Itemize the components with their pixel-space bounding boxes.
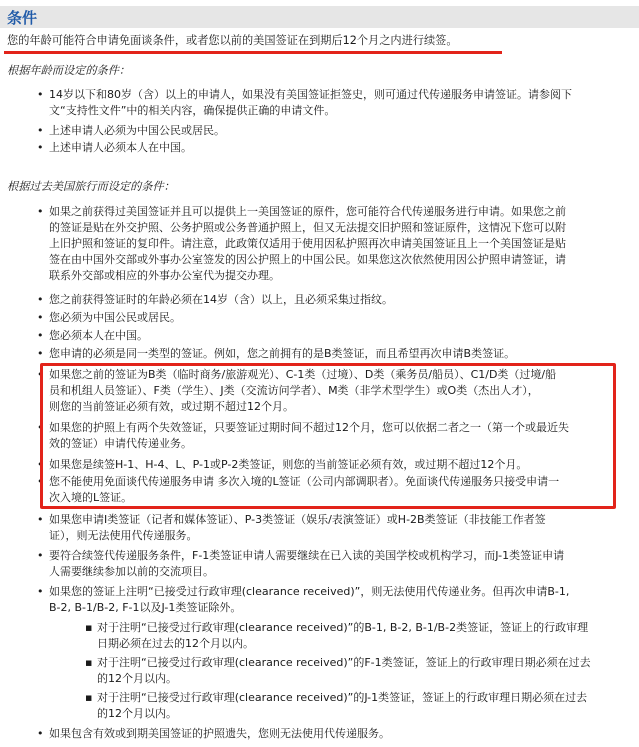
highlight-box [37,363,616,509]
list-item: • 您必须本人在中国。 [37,329,148,342]
list-item: • 如果包含有效或到期美国签证的护照遗失，您则无法使用代传递服务。 [37,727,390,740]
list-item: • 如果您的签证上注明“已接受过行政审理(clearance received)”，则无法使用代传递业务。但再次申请B-1, B-2, B-1/B-2, F-1以及J-1类签证除外。 [37,585,570,614]
list-item: • 上述申请人必须本人在中国。 [37,141,192,154]
list-item: • 14岁以下和80岁（含）以上的申请人，如果没有美国签证拒签史，则可通过代传递服务申请签证。请参阅下 文“支持性文件”中的相关内容，确保提供正确的申请文件。 [37,88,572,117]
list-item: • 如果您之前的签证为B类（临时商务/旅游观光）、C-1类（过境）、D类（乘务员/船员）、C1/D类（过境/船 员和机组人员签证）、F类（学生）、J类（交流访问学者）、M类（非学术型学生）或O类（杰出人才）， 则您的当前签证必须有效，或过期不超过12个月。 [37,368,557,413]
travel-section-heading: 根据过去美国旅行而设定的条件： [7,180,175,193]
sub-list-item: ▪ 对于注明“已接受过行政审理(clearance received)”的F-1类签证，签证上的行政审理日期必须在过去 的12个月以内。 [85,656,591,685]
list-item: • 要符合续签代传递服务条件，F-1类签证申请人需要继续在已入读的美国学校或机构学习，而J-1类签证申请 人需要继续参加以前的交流项目。 [37,549,565,578]
list-item: • 您必须为中国公民或居民。 [37,311,181,324]
list-item: • 上述申请人必须为中国公民或居民。 [37,124,225,137]
intro-text: 您的年龄可能符合申请免面谈条件，或者您以前的美国签证在到期后12个月之内进行续签。 [7,34,458,47]
age-section-heading: 根据年龄而设定的条件： [7,64,131,77]
list-item: • 您不能使用免面谈代传递服务申请 多次入境的L签证（公司内部调职者）。免面谈代传递服务只接受申请一 次入境的L签证。 [37,475,560,504]
page-title: 条件 [7,9,38,27]
title-bar [0,6,639,28]
sub-list-item: ▪ 对于注明“已接受过行政审理(clearance received)”的J-1类签证，签证上的行政审理日期必须在过去 的12个月以内。 [85,691,588,720]
sub-list-item: ▪ 对于注明“已接受过行政审理(clearance received)”的B-1, B-2, B-1/B-2类签证，签证上的行政审理 日期必须在过去的12个月以内。 [85,621,589,650]
red-underline [4,51,502,54]
list-item: • 如果您申请I类签证（记者和媒体签证）、P-3类签证（娱乐/表演签证）或H-2B类签证（非技能工作者签 证），则无法使用代传递服务。 [37,513,546,542]
list-item: • 您之前获得签证时的年龄必须在14岁（含）以上，且必须采集过指纹。 [37,293,393,306]
list-item: • 您申请的必须是同一类型的签证。例如，您之前拥有的是B类签证，而且希望再次申请B类签证。 [37,347,516,360]
list-item: • 如果之前获得过美国签证并且可以提供上一美国签证的原件，您可能符合代传递服务进行申请。如果您之前 的签证是贴在外交护照、公务护照或公务普通护照上，但又无法提交旧护照和签证原件，这情况下您可以附 上旧护照和签证的复印件。请注意，此政策仅适用于使用因私护照再次申请美国签证且上一个美国签证是贴 签在由中国外交部或外事办公室签发的因公护照上的中国公民。如果您这次依然使用因公护照申请签证，请 联系外交部或相应的外事办公室代为提交办理。 [37,205,566,282]
list-item: • 如果您是续签H-1、H-4、L、P-1或P-2类签证，则您的当前签证必须有效，或过期不超过12个月。 [37,458,528,471]
list-item: • 如果您的护照上有两个失效签证，只要签证过期时间不超过12个月，您可以依据二者之一（第一个或最近失 效的签证）申请代传递业务。 [37,421,569,450]
